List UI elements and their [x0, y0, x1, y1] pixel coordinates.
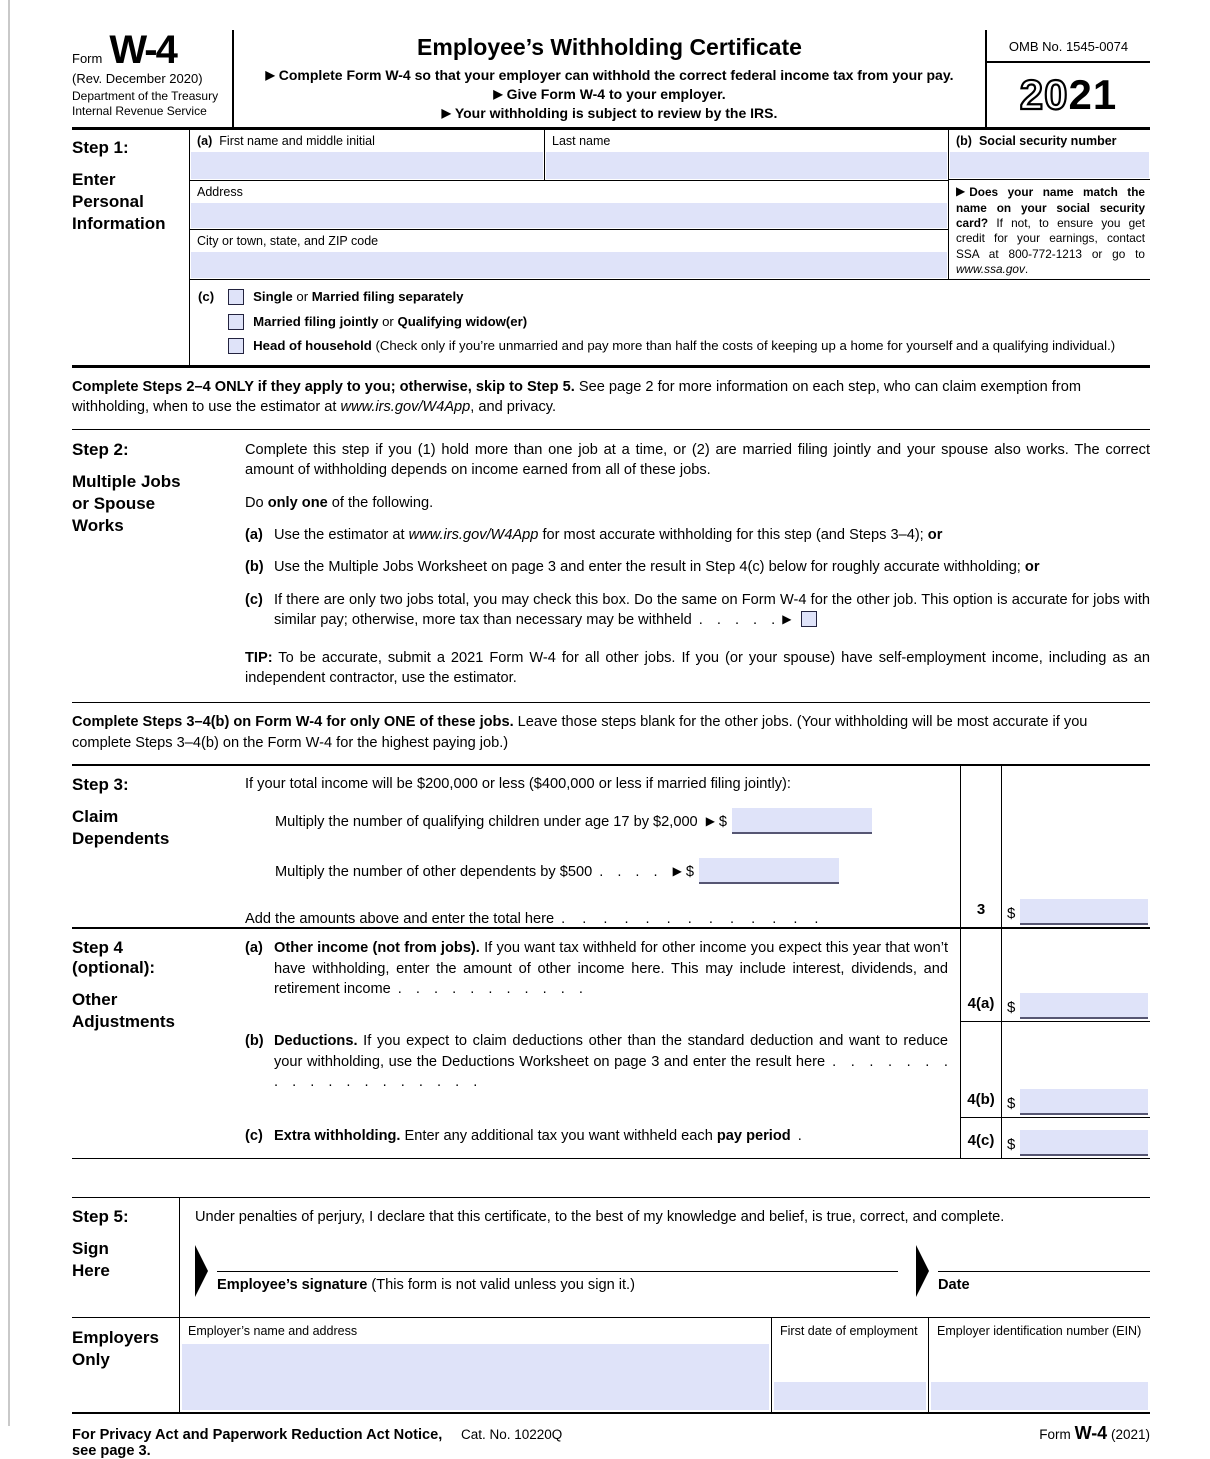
option-c-prefix: (c)	[245, 591, 263, 608]
first-name-label: First name and middle initial	[219, 134, 375, 149]
form-title: Employee’s Withholding Certificate	[417, 34, 802, 60]
step2-section	[72, 430, 1150, 703]
single-or-married-separately-checkbox[interactable]	[228, 289, 244, 305]
option-c-text: If there are only two jobs total, you may check this box. Do the same on Form W-4 for the other job. This option is accurate for jobs with similar pay; otherwise, more tax than necessary may be withheld	[274, 591, 1150, 629]
employer-name-cell	[180, 1318, 772, 1412]
dot-leader: . . . .	[599, 864, 658, 881]
employer-name-address-input[interactable]	[182, 1344, 769, 1411]
notice-text: See page 2 for more information on each step, who can claim exemption from withholding, when to use the estimator at	[72, 378, 1081, 416]
catalog-number: Cat. No. 10220Q	[461, 1427, 563, 1443]
deductions-text: If you expect to claim deductions other than the standard deduction and want to reduce your withholding, use the Deductions Worksheet on page 3 and enter the result here	[274, 1033, 948, 1070]
signature-label: Employee’s signature	[217, 1277, 368, 1294]
filing-status-prefix: (c)	[198, 289, 215, 305]
year-outline-digits: 20	[1019, 71, 1069, 119]
do-text: Do	[245, 494, 268, 511]
steps-2-4-notice	[72, 365, 1150, 430]
step4-section	[72, 929, 1150, 1159]
dollar-sign: $	[685, 864, 694, 881]
step2-option-b	[245, 557, 1150, 577]
omb-number: OMB No. 1545-0074	[987, 30, 1150, 63]
employers-only-title: Employers Only	[72, 1328, 159, 1370]
header-bullet-3	[244, 104, 975, 123]
form-title-block	[232, 30, 985, 127]
extra-withholding-input[interactable]	[1020, 1130, 1148, 1156]
arrow-icon: ▶	[672, 864, 682, 879]
first-date-employment-input[interactable]	[774, 1382, 926, 1410]
last-name-label: Last name	[552, 134, 611, 149]
form-footer-id	[761, 1423, 1150, 1444]
date-arrow-icon	[916, 1245, 929, 1297]
bullet-text: Complete Form W-4 so that your employer can withhold the correct federal income tax from your pay.	[278, 67, 954, 83]
form-word: Form	[72, 51, 103, 66]
ssa-note-period: .	[1024, 262, 1029, 276]
dollar-sign: $	[1007, 999, 1016, 1017]
ssn-cell	[949, 130, 1150, 180]
step5-section	[72, 1197, 1150, 1317]
form-content	[72, 30, 1150, 1459]
option-a-text: Use the estimator at	[274, 526, 409, 543]
line-4c-amount-cell	[1002, 1118, 1150, 1158]
agency-line: Internal Revenue Service	[72, 104, 207, 118]
first-date-label: First date of employment	[780, 1324, 918, 1339]
step4c-row	[245, 1118, 1150, 1158]
step3-intro: If your total income will be $200,000 or less ($400,000 or less if married filing jointly):	[245, 776, 791, 793]
arrow-icon: ▶	[956, 184, 966, 199]
dot-leader: . . . . . . . . . . . . . . . . . . .	[274, 1053, 948, 1091]
line-4a-amount-cell	[1002, 929, 1150, 1022]
line-3-number: 3	[960, 766, 1002, 927]
ssa-gov-link: www.ssa.gov	[956, 262, 1025, 276]
filing-status-group	[190, 280, 1150, 365]
line-4b-amount-cell	[1002, 1022, 1150, 1118]
first-date-cell	[772, 1318, 929, 1412]
step3-content	[245, 766, 960, 927]
extra-withholding-bold: Extra withholding.	[274, 1128, 401, 1145]
step2-option-c	[245, 590, 1150, 631]
step4-label	[72, 929, 245, 1158]
filing-option-married-jointly	[228, 314, 1115, 331]
ssa-note	[949, 180, 1150, 279]
steps-3-4b-notice	[72, 702, 1150, 764]
filing-option-text: or	[292, 289, 312, 305]
pay-period-bold: pay period	[716, 1128, 791, 1145]
other-income-input[interactable]	[1020, 993, 1148, 1019]
option-b-or: or	[1024, 559, 1040, 576]
dot-leader: . . . . . . . . . . . . .	[561, 911, 819, 928]
ssn-input[interactable]	[950, 152, 1149, 178]
form-revision: (Rev. December 2020)	[72, 71, 203, 86]
line-4c-number: 4(c)	[960, 1118, 1002, 1158]
date-label: Date	[938, 1277, 970, 1294]
omb-year-block	[985, 30, 1150, 127]
form-footer	[72, 1414, 1150, 1459]
step4-subtitle: Other Adjustments	[72, 990, 175, 1032]
arrow-icon: ▶	[265, 68, 275, 82]
total-text: Add the amounts above and enter the total here	[245, 911, 555, 928]
head-of-household-checkbox[interactable]	[228, 338, 244, 354]
filing-option-text: Married filing jointly	[253, 313, 379, 329]
step5-content	[180, 1198, 1150, 1317]
signature-row	[195, 1245, 1150, 1297]
header-bullet-2	[244, 85, 975, 104]
arrow-icon: ▶	[705, 814, 715, 829]
first-name-cell	[190, 130, 545, 180]
signature-note: (This form is not valid unless you sign it.)	[367, 1277, 635, 1294]
other-dependents-line	[275, 858, 946, 884]
department-line: Department of the Treasury	[72, 89, 219, 103]
do-text: of the following.	[327, 494, 434, 511]
footer-form-number: W-4	[1074, 1423, 1108, 1444]
deductions-input[interactable]	[1020, 1089, 1148, 1115]
tax-year	[987, 63, 1150, 127]
city-input[interactable]	[191, 252, 947, 278]
dot-leader: . . . . .	[698, 612, 776, 629]
arrow-icon: ▶	[441, 106, 451, 121]
filing-option-text: or	[378, 313, 398, 329]
do-bold: only one	[267, 494, 328, 511]
qualifying-children-amount-input[interactable]	[732, 808, 872, 834]
step2-tip	[245, 648, 1150, 689]
step2-option-a	[245, 525, 1150, 545]
arrow-icon: ▶	[782, 612, 792, 627]
notice-text: , and privacy.	[470, 399, 557, 416]
employers-only-section	[72, 1317, 1150, 1414]
privacy-notice: For Privacy Act and Paperwork Reduction Act Notice, see page 3.	[72, 1427, 443, 1459]
step2-intro: Complete this step if you (1) hold more than one job at a time, or (2) are married filing jointly and your spouse also works. The correct amount of withholding depends on income earned from all of these jobs.	[245, 441, 1150, 479]
option-4a-prefix: (a)	[245, 940, 263, 957]
date-group	[938, 1245, 1150, 1293]
line-3-amount-cell	[1002, 766, 1150, 927]
header-bullet-1	[244, 66, 975, 85]
footer-form-year: (2021)	[1110, 1427, 1150, 1443]
employer-name-label: Employer’s name and address	[188, 1324, 358, 1339]
other-dependents-amount-input[interactable]	[699, 858, 839, 884]
filing-option-head-of-household	[228, 338, 1115, 355]
filing-option-text: Qualifying widow(er)	[397, 313, 528, 329]
option-a-text: for most accurate withholding for this step (and Steps 3–4);	[538, 526, 928, 543]
filing-option-text: (Check only if you’re unmarried and pay more than half the costs of keeping up a home for yourself and a qualifying individual.)	[375, 338, 1116, 354]
option-4b-prefix: (b)	[245, 1033, 264, 1050]
first-name-input[interactable]	[191, 152, 543, 179]
dollar-sign: $	[718, 814, 728, 831]
form-header	[72, 30, 1150, 130]
city-label: City or town, state, and ZIP code	[197, 234, 379, 249]
ssn-prefix: (b)	[956, 134, 972, 149]
ssa-note-text: If not, to ensure you get credit for your earnings, contact SSA at 800-772-1213 or go to	[956, 216, 1145, 261]
step5-label	[72, 1198, 180, 1317]
children-text: Multiply the number of qualifying children under age 17 by $2,000	[275, 814, 698, 831]
option-a-or: or	[927, 526, 943, 543]
line-4a-number: 4(a)	[960, 929, 1002, 1022]
extra-withholding-text: Enter any additional tax you want withheld each	[400, 1128, 717, 1145]
filing-option-single	[228, 289, 1115, 306]
step1-section	[72, 130, 1150, 365]
step1-label	[72, 130, 189, 365]
ein-label: Employer identification number (EIN)	[937, 1324, 1142, 1339]
step4a-row	[245, 929, 1150, 1022]
step5-subtitle: Sign Here	[72, 1239, 110, 1281]
other-income-bold: Other income (not from jobs).	[274, 940, 480, 957]
qualifying-children-line	[275, 808, 946, 834]
deductions-bold: Deductions.	[274, 1033, 358, 1050]
estimator-url: www.irs.gov/W4App	[340, 399, 471, 416]
option-4c-prefix: (c)	[245, 1128, 263, 1145]
total-credits-input[interactable]	[1020, 899, 1148, 925]
notice-bold: Complete Steps 2–4 ONLY if they apply to you; otherwise, skip to Step 5.	[72, 378, 575, 395]
dollar-sign: $	[1007, 905, 1016, 923]
step1-fields	[189, 130, 1150, 365]
filing-option-text: Head of household	[253, 338, 372, 354]
filing-option-text: Married filing separately	[311, 289, 464, 305]
address-label: Address	[197, 185, 243, 200]
last-name-input[interactable]	[546, 152, 947, 179]
line-4b-number: 4(b)	[960, 1022, 1002, 1118]
option-b-prefix: (b)	[245, 559, 264, 576]
step4-title: Step 4 (optional):	[72, 938, 156, 978]
option-a-prefix: (a)	[245, 526, 263, 543]
dot-leader: .	[797, 1128, 802, 1145]
step2-do-line	[245, 493, 1150, 513]
address-input[interactable]	[191, 203, 947, 228]
step3-label	[72, 766, 245, 927]
bullet-text: Your withholding is subject to review by the IRS.	[454, 105, 778, 122]
employers-only-label	[72, 1318, 180, 1412]
year-bold-digits: 21	[1068, 71, 1118, 119]
step1-title: Step 1:	[72, 138, 129, 158]
form-id-block	[72, 30, 232, 127]
address-cell	[190, 180, 948, 229]
tip-text: To be accurate, submit a 2021 Form W-4 for all other jobs. If you (or your spouse) have self-employment income, including as an independent contractor, use the estimator.	[245, 649, 1150, 687]
step2-content	[245, 440, 1150, 703]
two-jobs-checkbox[interactable]	[801, 611, 817, 627]
notice-bold: Complete Steps 3–4(b) on Form W-4 for only ONE of these jobs.	[72, 714, 514, 731]
married-jointly-checkbox[interactable]	[228, 314, 244, 330]
dependents-text: Multiply the number of other dependents by $500	[275, 864, 593, 881]
bullet-text: Give Form W-4 to your employer.	[506, 86, 726, 103]
step4b-row	[245, 1022, 1150, 1118]
dot-leader: . . . . . . . . . . .	[397, 981, 583, 998]
page-edge-line	[8, 0, 10, 1426]
step5-title: Step 5:	[72, 1207, 129, 1227]
ssn-label: Social security number	[978, 134, 1117, 149]
perjury-statement: Under penalties of perjury, I declare that this certificate, to the best of my knowledge and belief, is true, correct, and complete.	[195, 1209, 1005, 1226]
first-name-prefix: (a)	[197, 134, 213, 149]
step3-title: Step 3:	[72, 775, 129, 795]
tip-label: TIP:	[245, 649, 273, 666]
dollar-sign: $	[1007, 1136, 1016, 1154]
ein-input[interactable]	[931, 1382, 1148, 1410]
footer-form-word: Form	[1039, 1427, 1071, 1443]
step2-subtitle: Multiple Jobs or Spouse Works	[72, 471, 181, 535]
step3-subtitle: Claim Dependents	[72, 807, 170, 849]
option-b-text: Use the Multiple Jobs Worksheet on page 3 and enter the result in Step 4(c) below for roughly accurate withholding;	[274, 559, 1025, 576]
estimator-url: www.irs.gov/W4App	[408, 526, 539, 543]
filing-option-text: Single	[253, 289, 293, 305]
dependents-total-line	[245, 911, 946, 927]
step2-title: Step 2:	[72, 439, 129, 459]
other-income-text: If you want tax withheld for other income you expect this year that won’t have withholding, enter the amount of other income here. This may include interest, dividends, and retirement income	[274, 940, 949, 998]
signature-arrow-icon	[195, 1245, 208, 1297]
step3-section	[72, 764, 1150, 929]
arrow-icon: ▶	[493, 87, 503, 102]
city-cell	[190, 229, 948, 280]
ein-cell	[929, 1318, 1150, 1412]
form-number: W-4	[109, 28, 176, 72]
step2-label	[72, 440, 245, 703]
dollar-sign: $	[1007, 1095, 1016, 1113]
ssa-note-question: Does your name match the name on your social security card?	[956, 185, 1145, 231]
notice-text: Leave those steps blank for the other jobs. (Your withholding will be most accurate if you complete Steps 3–4(b) on the Form W-4 for the highest paying job.)	[72, 714, 1088, 751]
step1-subtitle: Enter Personal Information	[72, 170, 166, 234]
last-name-cell	[545, 130, 948, 180]
signature-group	[217, 1245, 898, 1293]
